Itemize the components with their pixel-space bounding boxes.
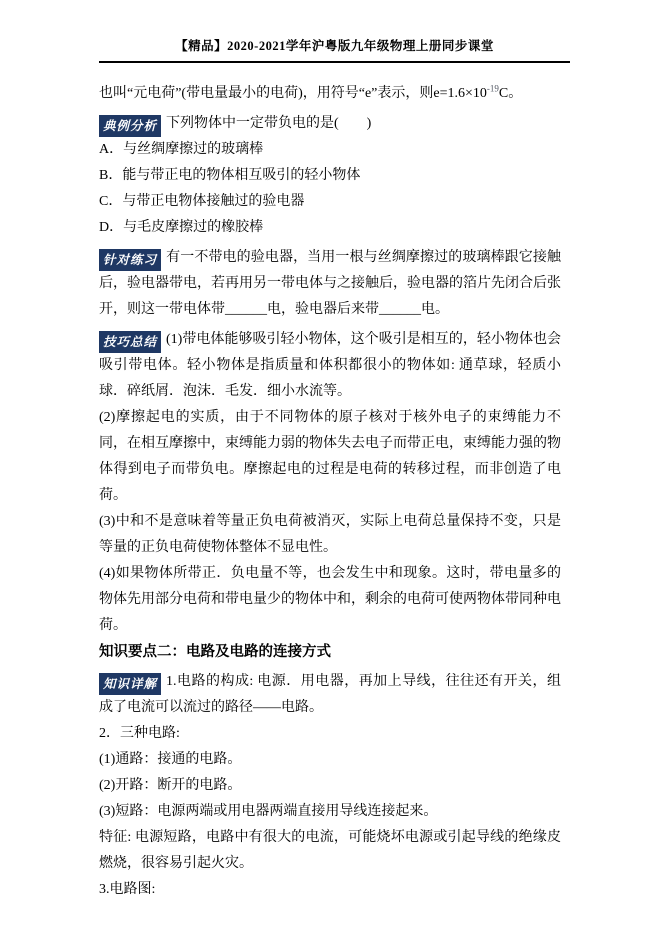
knowledge-detail-badge: 知识详解	[99, 673, 161, 695]
practice-question: 有一不带电的验电器，当用一根与丝绸摩擦过的玻璃棒跟它接触后，验电器带电，若再用另一带电体与之接触后，验电器的箔片先闭合后张开，则这一带电体带______电，验电器后来带______电。	[99, 250, 561, 317]
targeted-practice-badge: 针对练习	[99, 249, 161, 271]
section-two-heading: 知识要点二：电路及电路的连接方式	[99, 644, 331, 660]
example-question: 下列物体中一定带负电的是( )	[166, 116, 372, 131]
short-circuit-feature: 特征: 电源短路，电路中有很大的电流，可能烧坏电源或引起导线的绝缘皮燃烧，很容易引起火灾。	[99, 830, 561, 871]
short-circuit-item: (3)短路：电源两端或用电器两端直接用导线连接起来。	[99, 804, 438, 819]
document-body	[0, 63, 661, 903]
exponent-superscript: -19	[486, 83, 499, 94]
circuit-composition-text: 1.电路的构成: 电源．用电器，再加上导线，往往还有开关，组成了电流可以流过的路径——电路。	[99, 674, 561, 715]
page-header	[0, 0, 661, 63]
example-analysis-badge: 典例分析	[99, 115, 161, 137]
knowledge-detail-row	[99, 669, 561, 721]
intro-text: 也叫“元电荷”(带电量最小的电荷)，用符号“e”表示，则e=1.6×10	[99, 86, 487, 101]
tips-summary-badge: 技巧总结	[99, 331, 161, 353]
header-title: 【精品】2020-2021学年沪粤版九年级物理上册同步课堂	[99, 36, 570, 63]
option-d: D．与毛皮摩擦过的橡胶棒	[99, 220, 264, 235]
intro-paragraph	[99, 81, 561, 107]
intro-text-end: C。	[498, 86, 523, 101]
tips-paragraph-4: (4)如果物体所带正．负电量不等，也会发生中和现象。这时，带电量多的物体先用部分电荷和带电量少的物体中和，剩余的电荷可使两物体带同种电荷。	[99, 566, 561, 633]
option-c: C．与带正电物体接触过的验电器	[99, 194, 305, 209]
tips-paragraph-1	[99, 327, 561, 405]
closed-circuit-item: (1)通路：接通的电路。	[99, 752, 242, 767]
open-circuit-item: (2)开路：断开的电路。	[99, 778, 242, 793]
tips-paragraph-2: (2)摩擦起电的实质，由于不同物体的原子核对于核外电子的束缚能力不同，在相互摩擦中，束缚能力弱的物体失去电子而带正电，束缚能力强的物体得到电子而带负电。摩擦起电的过程是电荷的转移过程，而非创造了电荷。	[99, 410, 561, 503]
practice-section-row	[99, 245, 561, 323]
three-circuits-heading: 2．三种电路:	[99, 726, 180, 741]
circuit-diagram-label: 3.电路图:	[99, 882, 156, 897]
example-section-row	[99, 111, 561, 137]
option-b: B．能与带正电的物体相互吸引的轻小物体	[99, 168, 361, 183]
tips-text-1: (1)带电体能够吸引轻小物体，这个吸引是相互的，轻小物体也会吸引带电体。轻小物体是指质量和体积都很小的物体如: 通草球，轻质小球．碎纸屑．泡沫．毛发．细小水流等。	[99, 332, 561, 399]
option-a: A．与丝绸摩擦过的玻璃棒	[99, 142, 264, 157]
tips-paragraph-3: (3)中和不是意味着等量正负电荷被消灭，实际上电荷总量保持不变，只是等量的正负电荷使物体整体不显电性。	[99, 514, 561, 555]
